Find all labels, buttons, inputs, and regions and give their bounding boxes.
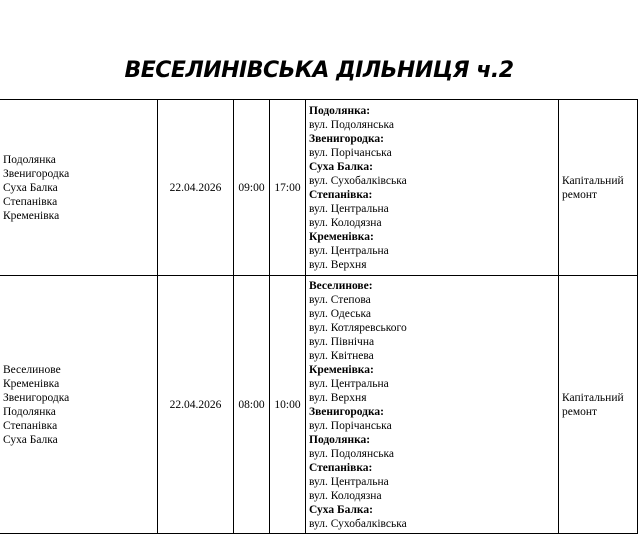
villages-cell [0, 276, 158, 534]
street-name: вул. Центральна [309, 202, 389, 215]
street-name: вул. Котляревського [309, 321, 407, 334]
work-type-cell [559, 100, 638, 276]
settlement-heading: Подолянка: [309, 104, 371, 117]
street-name: вул. Степова [309, 293, 371, 306]
village-name: Звенигородка [3, 391, 70, 404]
work-type-text: Капітальний [562, 391, 624, 404]
street-name: вул. Колодязна [309, 216, 382, 229]
end-time-cell: 10:00 [270, 276, 306, 534]
table-row [0, 100, 638, 276]
start-time-cell: 09:00 [234, 100, 270, 276]
settlement-heading: Звенигородка: [309, 132, 384, 145]
work-type-text: ремонт [562, 188, 598, 201]
work-type-cell [559, 276, 638, 534]
date-cell: 22.04.2026 [158, 276, 234, 534]
outage-schedule-table [0, 99, 638, 534]
settlement-heading: Степанівка: [309, 188, 373, 201]
street-name: вул. Верхня [309, 258, 367, 271]
village-name: Веселинове [3, 363, 61, 376]
village-name: Степанівка [3, 195, 58, 208]
street-name: вул. Порічанська [309, 419, 392, 432]
village-name: Подолянка [3, 405, 56, 418]
settlement-heading: Суха Балка: [309, 503, 373, 516]
street-name: вул. Центральна [309, 475, 389, 488]
settlement-heading: Звенигородка: [309, 405, 384, 418]
work-type-text: Капітальний [562, 174, 624, 187]
village-name: Степанівка [3, 419, 58, 432]
street-name: вул. Подолянська [309, 447, 394, 460]
street-name: вул. Північна [309, 335, 375, 348]
village-name: Кременівка [3, 377, 60, 390]
street-name: вул. Квітнева [309, 349, 374, 362]
page-title: ВЕСЕЛИНІВСЬКА ДІЛЬНИЦЯ ч.2 [124, 58, 514, 83]
street-name: вул. Верхня [309, 391, 367, 404]
street-name: вул. Сухобалківська [309, 517, 407, 530]
date-cell: 22.04.2026 [158, 100, 234, 276]
streets-cell [306, 100, 559, 276]
street-name: вул. Колодязна [309, 489, 382, 502]
village-name: Суха Балка [3, 433, 58, 446]
table-row [0, 276, 638, 534]
village-name: Звенигородка [3, 167, 70, 180]
street-name: вул. Одеська [309, 307, 372, 320]
village-name: Подолянка [3, 153, 56, 166]
village-name: Кременівка [3, 209, 60, 222]
street-name: вул. Центральна [309, 244, 389, 257]
end-time-cell: 17:00 [270, 100, 306, 276]
start-time-cell: 08:00 [234, 276, 270, 534]
streets-cell [306, 276, 559, 534]
settlement-heading: Веселинове: [309, 279, 373, 292]
street-name: вул. Подолянська [309, 118, 394, 131]
settlement-heading: Кременівка: [309, 230, 374, 243]
settlement-heading: Суха Балка: [309, 160, 373, 173]
work-type-text: ремонт [562, 405, 598, 418]
settlement-heading: Степанівка: [309, 461, 373, 474]
street-name: вул. Сухобалківська [309, 174, 407, 187]
street-name: вул. Центральна [309, 377, 389, 390]
settlement-heading: Подолянка: [309, 433, 371, 446]
street-name: вул. Порічанська [309, 146, 392, 159]
settlement-heading: Кременівка: [309, 363, 374, 376]
villages-cell [0, 100, 158, 276]
village-name: Суха Балка [3, 181, 58, 194]
